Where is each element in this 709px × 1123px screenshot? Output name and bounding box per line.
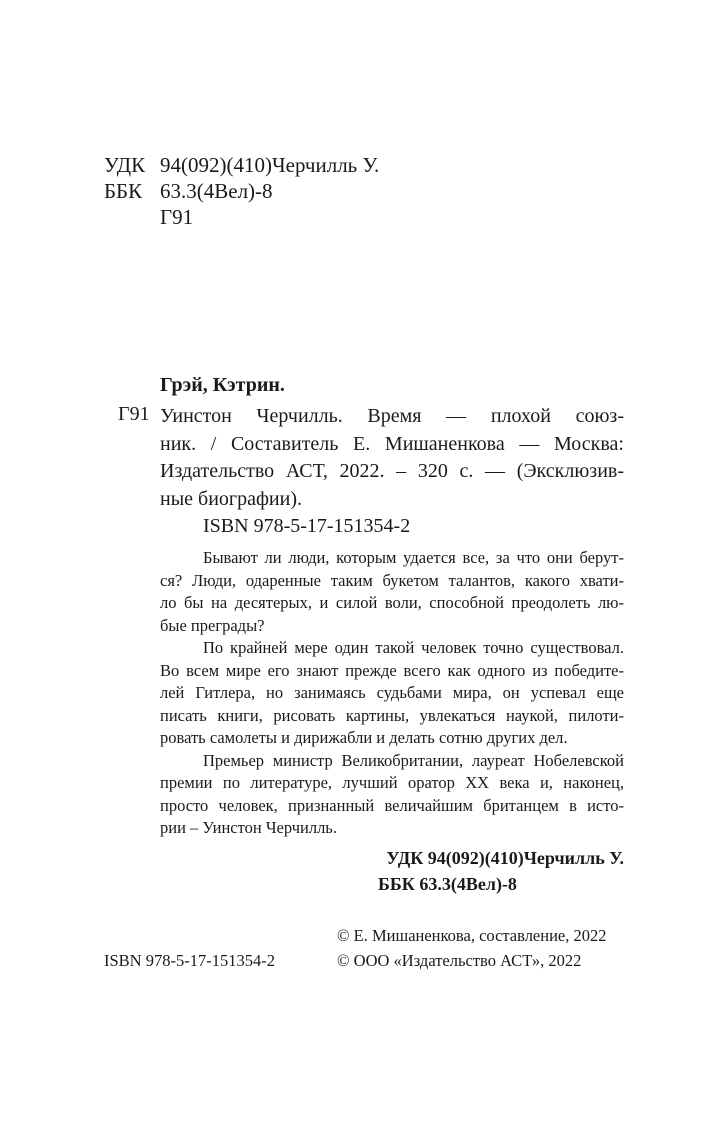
bbk-value: 63.3(4Вел)-8 (160, 179, 273, 203)
udk-label: УДК (104, 153, 146, 177)
bbk-line (104, 178, 273, 204)
annotation-line: ло бы на десятерых, и силой воли, способной преодолеть лю- (160, 593, 624, 612)
footer-udk: УДК 94(092)(410)Черчилль У. (386, 848, 624, 868)
author-mark-line (104, 204, 193, 230)
annotation-line: писать книги, рисовать картины, увлекаться наукой, пилоти- (160, 705, 624, 725)
annotation-line: Во всем мире его знают прежде всего как одного из победите- (160, 660, 624, 680)
annotation-line: Премьер министр Великобритании, лауреат Нобелевской (203, 750, 624, 770)
author-mark: Г91 (160, 205, 194, 229)
annotation-line: просто человек, признанный величайшим британцем в исто- (160, 795, 624, 815)
annotation-line: По крайней мере один такой человек точно существовал. (203, 638, 624, 657)
entry-isbn: ISBN 978-5-17-151354-2 (203, 515, 411, 537)
annotation-line: Бывают ли люди, которым удается все, за что они берут- (203, 548, 624, 567)
annotation-line: бые преграды? (160, 615, 265, 635)
bbk-label: ББК (104, 179, 143, 203)
annotation-line: лей Гитлера, но занимаясь судьбами мира, он успевал еще (160, 683, 624, 702)
entry-code: Г91 (118, 403, 150, 425)
udk-value: 94(092)(410)Черчилль У. (160, 153, 380, 177)
bib-line: ные биографии). (160, 487, 303, 510)
copyright-publisher: © ООО «Издательство АСТ», 2022 (337, 951, 582, 970)
annotation-line: рии – Уинстон Черчилль. (160, 818, 337, 837)
bib-line: Уинстон Черчилль. Время — плохой союз- (160, 405, 624, 427)
bib-line: ник. / Составитель Е. Мишаненкова — Москва: (160, 432, 624, 455)
annotation (160, 547, 624, 840)
copyright-compiler: © Е. Мишаненкова, составление, 2022 (337, 926, 607, 945)
annotation-line: ся? Люди, одаренные таким букетом талантов, какого хвати- (160, 570, 624, 590)
bibliographic-description (160, 403, 624, 513)
footer-bbk: ББК 63.3(4Вел)-8 (378, 874, 517, 894)
annotation-line: ровать самолеты и дирижабли и делать сотню других дел. (160, 728, 568, 747)
footer-isbn: ISBN 978-5-17-151354-2 (104, 951, 275, 970)
annotation-line: премии по литературе, лучший оратор XX века и, наконец, (160, 773, 624, 792)
udk-line (104, 152, 379, 178)
author-name: Грэй, Кэтрин. (160, 374, 285, 396)
bib-line: Издательство АСТ, 2022. – 320 с. — (Эксклюзив- (160, 460, 624, 482)
